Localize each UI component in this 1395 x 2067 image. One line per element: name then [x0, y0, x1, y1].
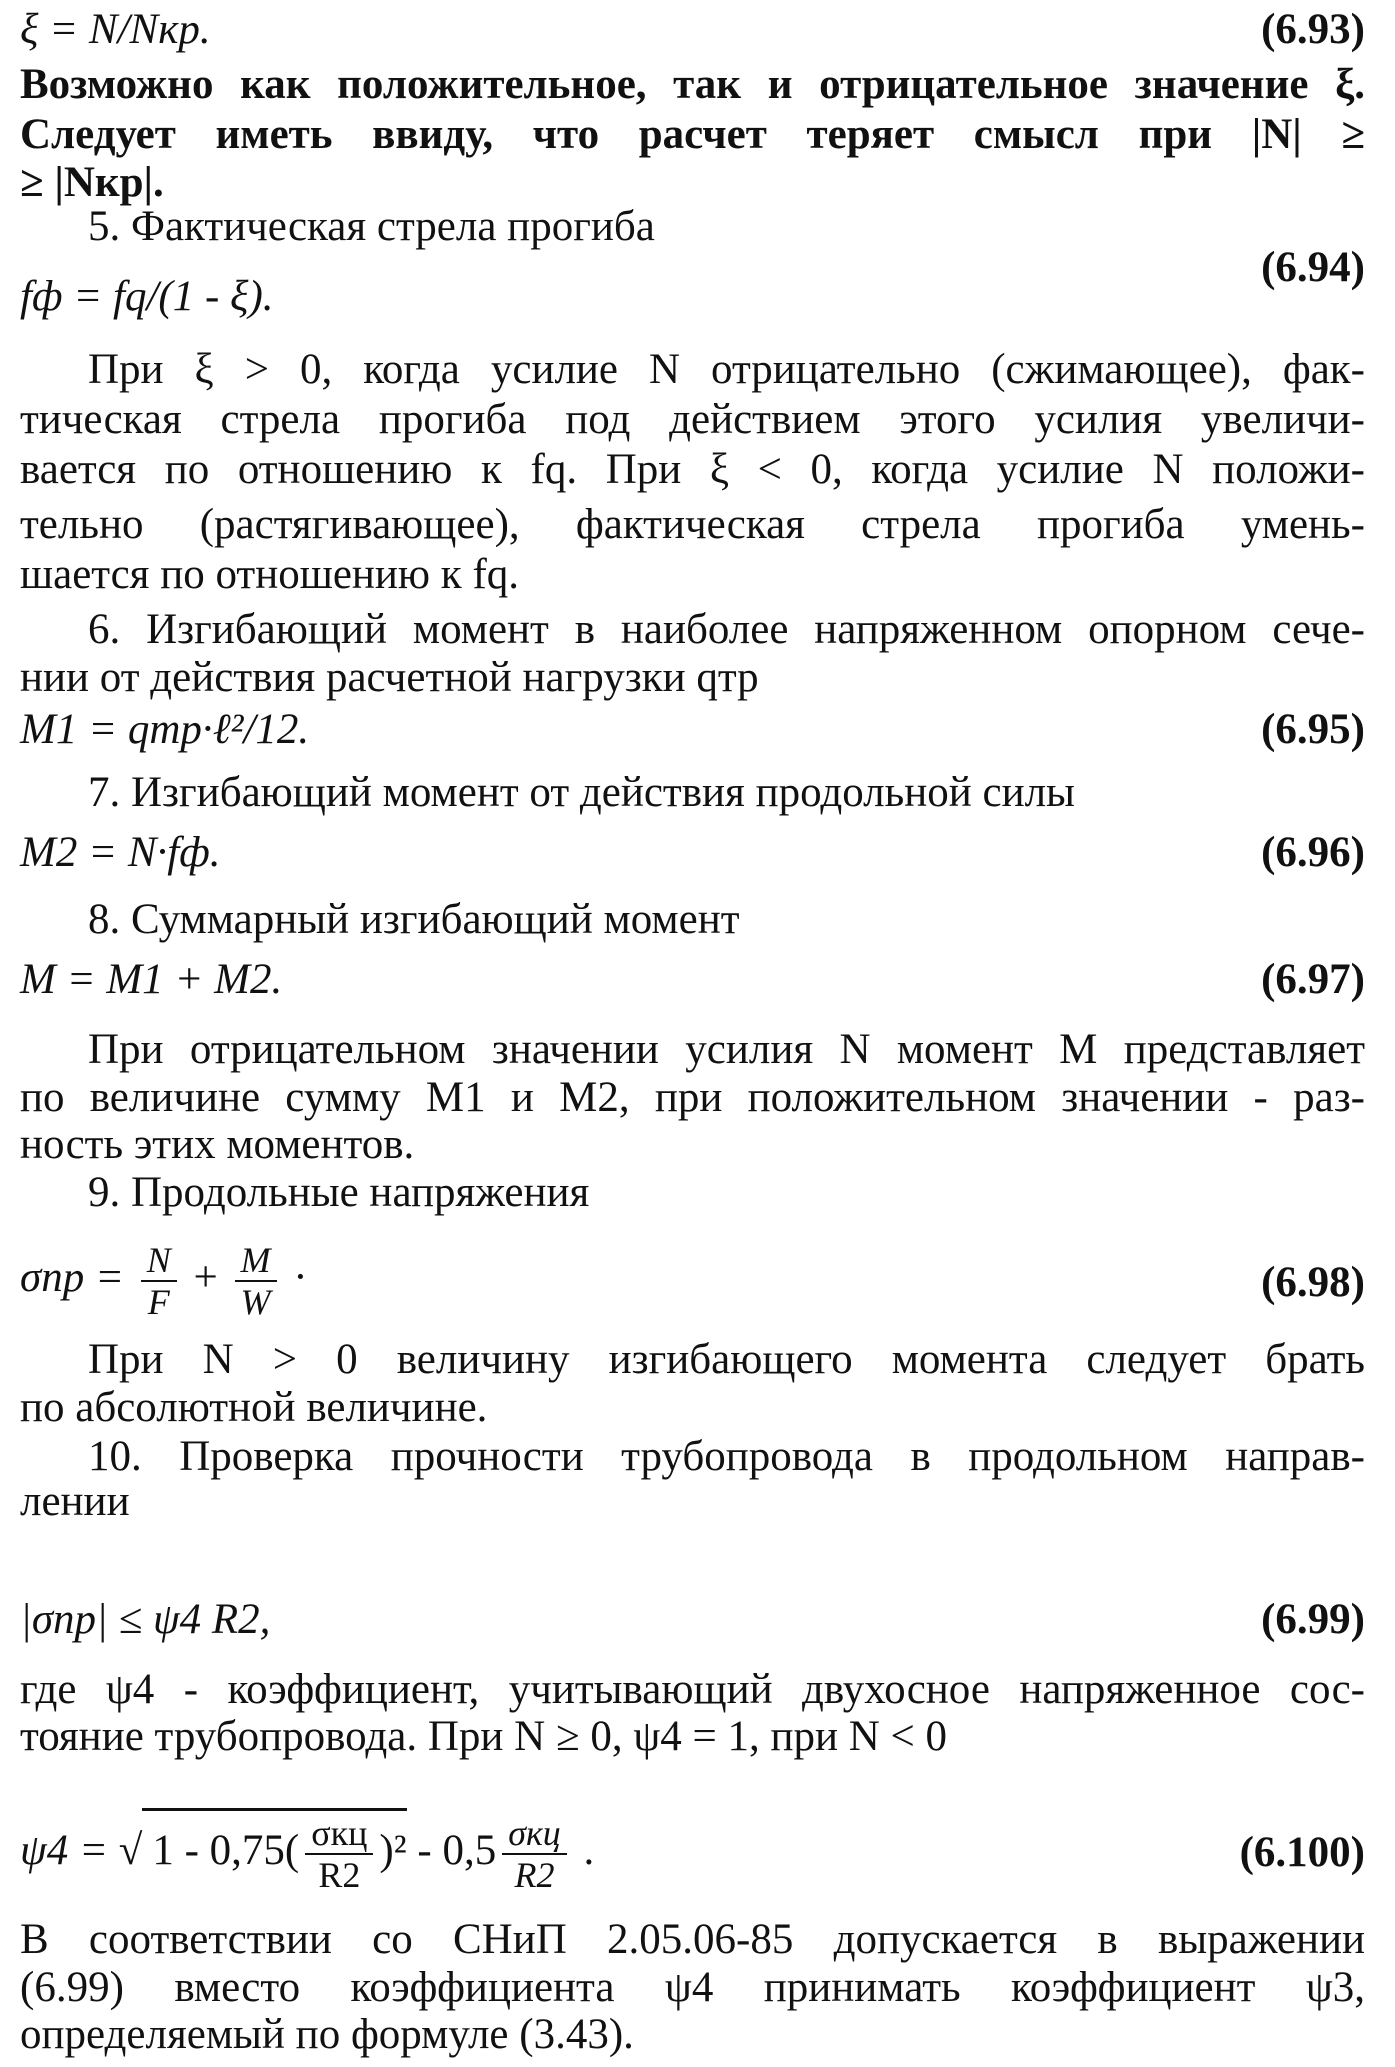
equation-middle: - 0,5	[417, 1827, 497, 1874]
paragraph-line: по абсолютной величине.	[20, 1384, 488, 1431]
section-heading: 8. Суммарный изгибающий момент	[88, 896, 740, 943]
equation-number: (6.100)	[1239, 1829, 1365, 1876]
numerator: σкц	[305, 1813, 373, 1855]
paragraph-line: ность этих моментов.	[20, 1121, 415, 1168]
paragraph-line: тельно (растягивающее), фактическая стрела прогиба умень-	[20, 501, 1365, 548]
paragraph-line: При отрицательном значении усилия N момент M представляет	[88, 1026, 1365, 1073]
equation-6-97: M = M1 + M2.	[20, 956, 283, 1003]
radicand	[142, 1808, 406, 1895]
paragraph-line: При ξ > 0, когда усилие N отрицательно (сжимающее), фак-	[88, 346, 1365, 393]
denominator: R2	[318, 1855, 361, 1896]
equation-6-99: |σпр| ≤ ψ4 R2,	[20, 1596, 271, 1643]
paragraph-line: по величине сумму M1 и M2, при положительном значении - раз-	[20, 1074, 1365, 1121]
numerator: N	[141, 1240, 177, 1282]
equation-end: .	[583, 1827, 595, 1874]
paragraph-line: 10. Проверка прочности трубопровода в продольном направ-	[88, 1433, 1365, 1480]
equation-6-98	[20, 1238, 1365, 1322]
paragraph-line: шается по отношению к fq.	[20, 551, 520, 598]
denominator: R2	[514, 1855, 555, 1896]
section-heading: 9. Продольные напряжения	[88, 1169, 590, 1216]
sqrt-icon: √	[118, 1827, 143, 1874]
equation-number: (6.94)	[1261, 244, 1365, 291]
paragraph-line: определяемый по формуле (3.43).	[20, 2011, 634, 2058]
equation-lhs: σпр =	[20, 1254, 124, 1301]
equation-number: (6.95)	[1261, 706, 1365, 753]
equation-text: ξ = N/Nкр.	[20, 6, 211, 53]
denominator: W	[240, 1282, 271, 1323]
equation-6-100	[20, 1808, 1365, 1895]
equation-number: (6.96)	[1261, 829, 1365, 876]
plus-sign: +	[193, 1254, 218, 1301]
paragraph-line: Возможно как положительное, так и отрицательное значение ξ.	[20, 61, 1365, 108]
paragraph-line: вается по отношению к fq. При ξ < 0, когда усилие N положи-	[20, 446, 1365, 493]
radicand-part: 1 - 0,75(	[152, 1827, 300, 1874]
paragraph-line: лении	[20, 1478, 130, 1525]
paragraph-line: где ψ4 - коэффициент, учитывающий двухосное напряженное сос-	[20, 1666, 1365, 1713]
fraction	[305, 1813, 373, 1895]
paragraph-line: нии от действия расчетной нагрузки qтр	[20, 654, 759, 701]
fraction	[141, 1240, 177, 1322]
equation-6-93	[20, 5, 1365, 55]
paragraph-line: ≥ |Nкр|.	[20, 159, 164, 206]
paragraph-line: тояние трубопровода. При N ≥ 0, ψ4 = 1, при N < 0	[20, 1713, 948, 1760]
section-heading: 5. Фактическая стрела прогиба	[88, 203, 655, 250]
paragraph-line: 6. Изгибающий момент в наиболее напряженном опорном сече-	[88, 606, 1365, 653]
paragraph-line: тическая стрела прогиба под действием этого усилия увеличи-	[20, 396, 1365, 443]
equation-number: (6.99)	[1261, 1596, 1365, 1643]
paragraph-line: При N > 0 величину изгибающего момента следует брать	[88, 1336, 1365, 1383]
paragraph-line: (6.99) вместо коэффициента ψ4 принимать коэффициент ψ3,	[20, 1964, 1365, 2011]
paragraph-line: Следует иметь ввиду, что расчет теряет смысл при |N| ≥	[20, 111, 1365, 158]
equation-lhs: ψ4 =	[20, 1827, 108, 1874]
equation-end: ·	[293, 1254, 308, 1301]
fraction	[502, 1813, 567, 1895]
equation-6-96: M2 = N·fф.	[20, 829, 221, 876]
equation-number: (6.98)	[1261, 1259, 1365, 1306]
equation-6-95: M1 = qтр·ℓ²/12.	[20, 706, 310, 753]
section-heading: 7. Изгибающий момент от действия продольной силы	[88, 769, 1075, 816]
equation-6-94: fф = fq/(1 - ξ).	[20, 273, 274, 320]
paragraph-line: В соответствии со СНиП 2.05.06-85 допускается в выражении	[20, 1916, 1365, 1963]
numerator: M	[235, 1240, 277, 1282]
equation-number: (6.93)	[1261, 6, 1365, 53]
radicand-part: )²	[379, 1827, 407, 1874]
numerator: σкц	[502, 1813, 567, 1855]
fraction	[235, 1240, 277, 1322]
denominator: F	[147, 1282, 170, 1323]
equation-number: (6.97)	[1261, 956, 1365, 1003]
